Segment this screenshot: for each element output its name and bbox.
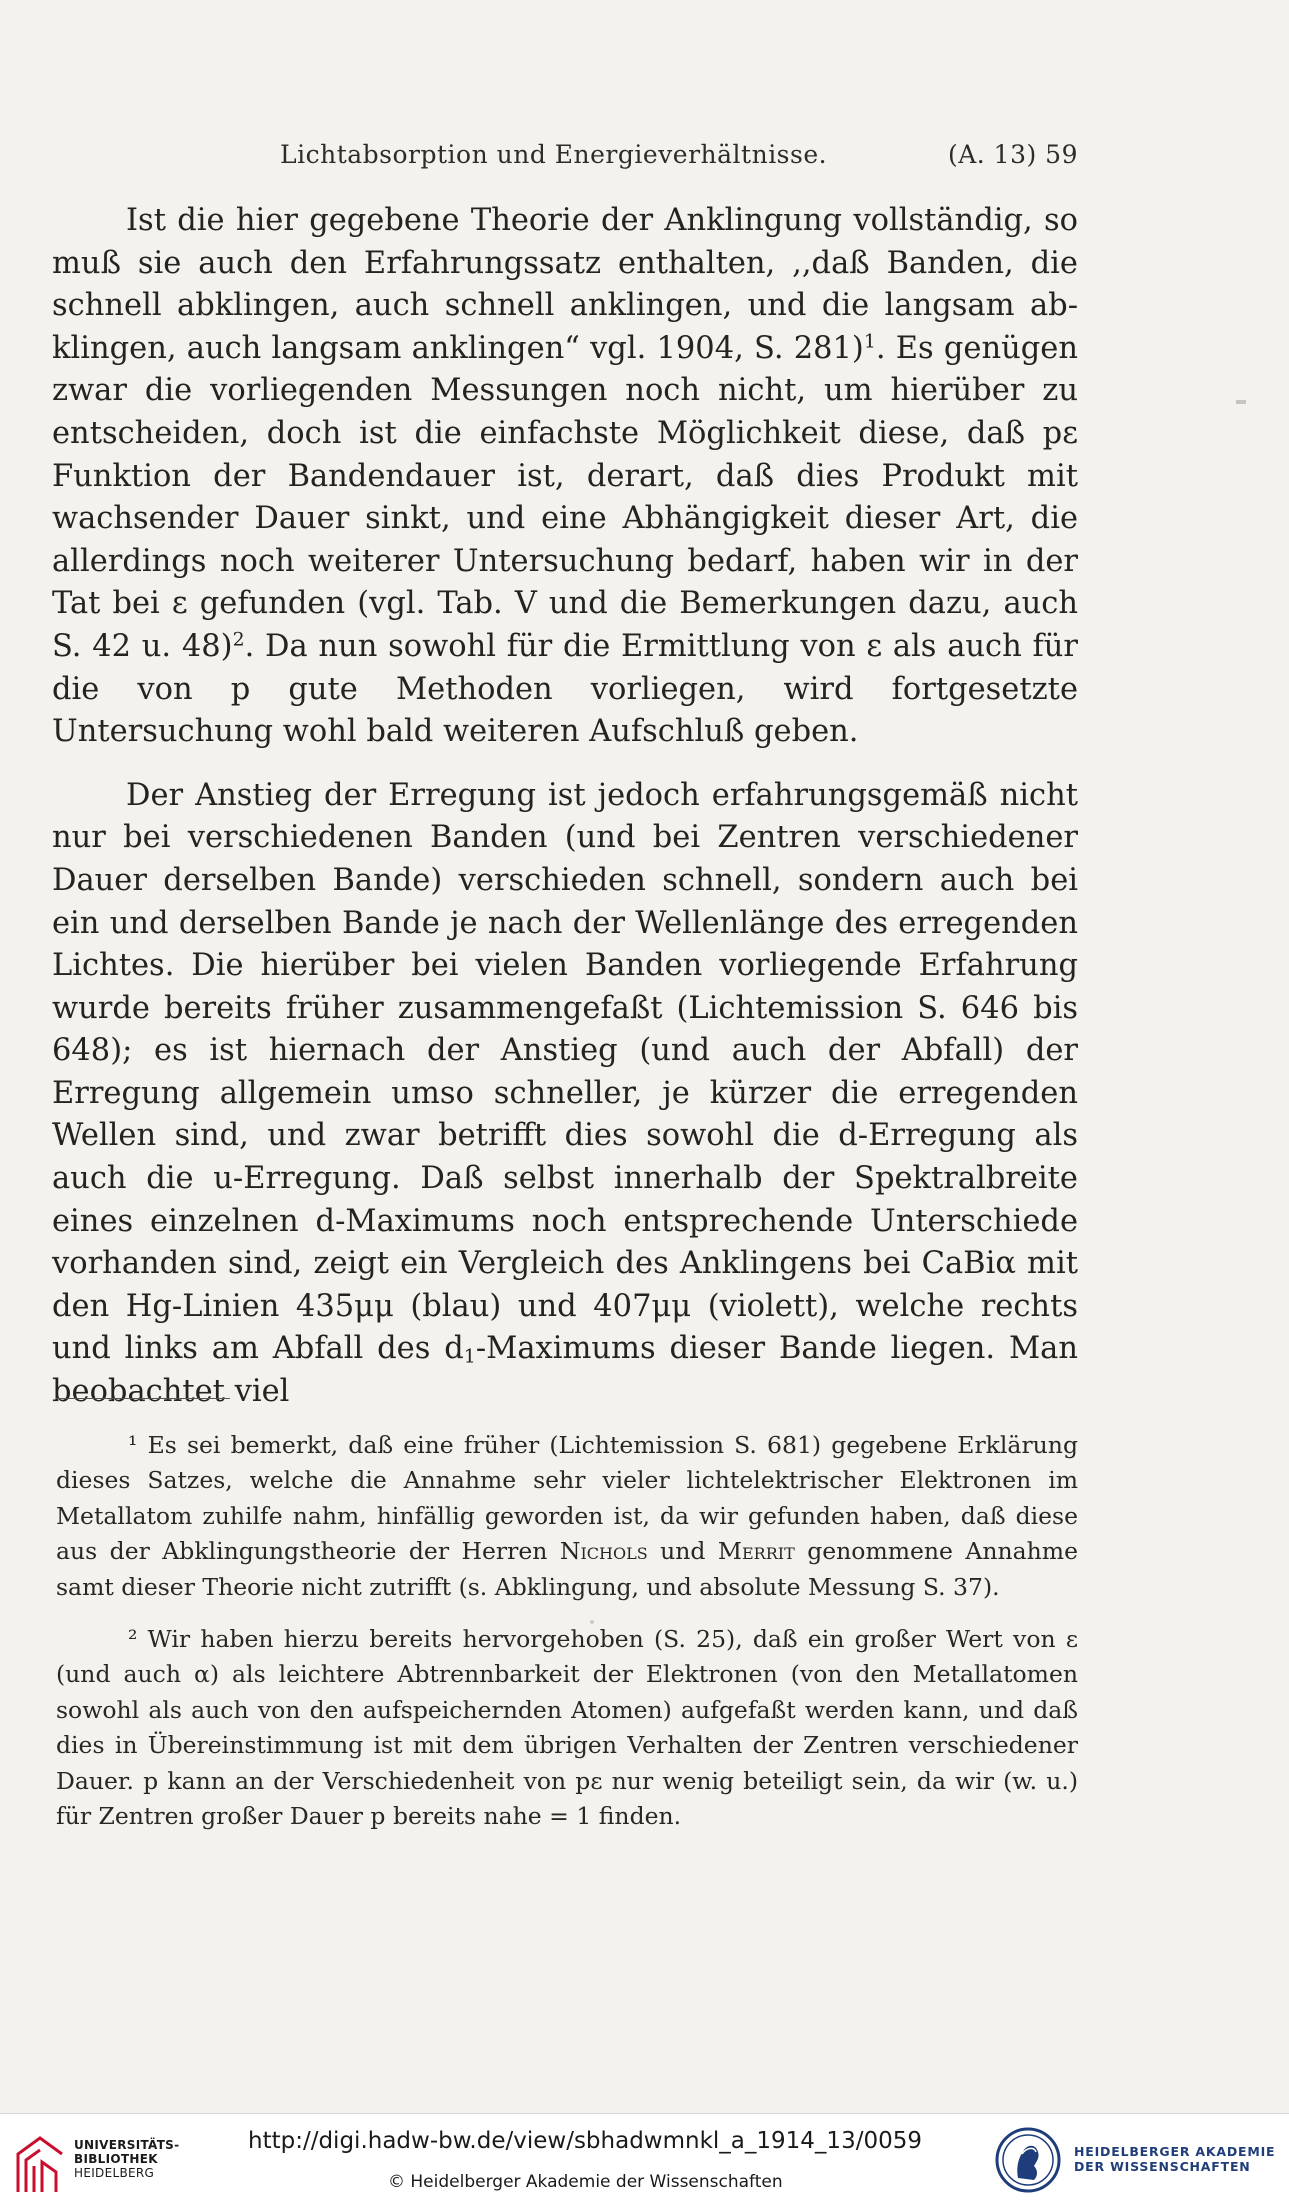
paragraph-1: Ist die hier gegebene Theorie der Anklingung vollständig, so muß sie auch den Erfahrungssatz enthalten, ,,daß Banden, die schnell abklingen, auch schnell anklingen, und die langsam abklingen, auch langsam anklingen“ vgl. 1904, S. 281)$^1$. Es genügen zwar die vorliegenden Messungen noch nicht, um hierüber zu entscheiden, doch ist die einfachste Möglichkeit diese, daß pε Funktion der Bandendauer ist, derart, daß dies Produkt mit wachsender Dauer sinkt, und eine Abhängigkeit dieser Art, die allerdings noch weiterer Untersuchung bedarf, haben wir in der Tat bei ε gefunden (vgl. Tab. V und die Bemerkungen dazu, auch S. 42 u. 48)$^2$. Da nun sowohl für die Ermittlung von ε als auch für die von p gute Methoden vorliegen, wird fortgesetzte Untersuchung wohl bald weiteren Aufschluß geben. [52, 203, 1078, 750]
subscript-1: 1 [463, 1346, 476, 1369]
academy-seal-icon[interactable] [994, 2124, 1062, 2196]
running-head-page-number: (A. 13) 59 [947, 140, 1078, 169]
copyright-notice: © Heidelberger Akademie der Wissenschaften [388, 2172, 783, 2192]
viewer-footer [0, 2113, 1289, 2207]
footnote-ref-2: 2 [232, 628, 245, 651]
author-name-merrit: Merrit [717, 1537, 795, 1566]
author-name-nichols: Nichols [559, 1537, 648, 1566]
paragraph-2: Der Anstieg der Erregung ist jedoch erfahrungsgemäß nicht nur bei verschiedenen Banden (und bei Zentren verschiedener Dauer derselben Bande) verschieden schnell, sondern auch bei ein und derselben Bande je nach der Wellenlänge des erregenden Lichtes. Die hierüber bei vielen Banden vorliegende Erfahrung wurde bereits früher zusammengefaßt (Lichtemission S. 646 bis 648); es ist hiernach der Anstieg (und auch der Abfall) der Erregung allgemein umso schneller, je kürzer die erregenden Wellen sind, und zwar betrifft dies sowohl die d-Erregung als auch die u-Erregung. Daß selbst innerhalb der Spektralbreite eines einzelnen d-Maximums noch entsprechende Unterschiede vorhanden sind, zeigt ein Vergleich des Anklingens bei CaBiα mit den Hg-Linien 435μμ (blau) und 407μμ (violett), welche rechts und links am Abfall des $d_1$-Maximums dieser Bande liegen. Man beobachtet viel [52, 777, 1079, 1410]
academy-name: HEIDELBERGER AKADEMIE DER WISSENSCHAFTEN [1074, 2144, 1276, 2174]
university-library-name: UNIVERSITÄTS- BIBLIOTHEK HEIDELBERG [74, 2138, 180, 2180]
footnote-separator [56, 1398, 230, 1399]
footnote-1: ¹ Es sei bemerkt, daß eine früher (Lichtemission S. 681) gegebene Erklärung dieses Satzes, welche die Annahme sehr vieler lichtelektrischer Elektronen im Metallatom zuhilfe nahm, hinfällig geworden ist, da wir gefunden haben, daß diese aus der Abklingungstheorie der Herren Nichols und Merrit genommene Annahme samt dieser Theorie nicht zutrifft (s. Abklingung, und absolute Messung S. 37). [56, 1431, 1078, 1601]
margin-mark [1236, 400, 1246, 404]
footnote-2: ² Wir haben hierzu bereits hervorgehoben (S. 25), daß ein großer Wert von ε (und auch α) als leichtere Abtrennbarkeit der Elektronen (von den Metallatomen sowohl als auch von den aufspeichernden Atomen) aufgefaßt werden kann, und daß dies in Übereinstimmung ist mit dem übrigen Verhalten der Zentren verschiedener Dauer. p kann an der Verschiedenheit von pε nur wenig beteiligt sein, da wir (w. u.) für Zentren großer Dauer p bereits nahe = 1 finden. [56, 1625, 1078, 1831]
footnote-ref-1: 1 [863, 330, 876, 353]
university-library-logo-icon[interactable] [12, 2132, 68, 2198]
permalink-url[interactable]: http://digi.hadw-bw.de/view/sbhadwmnkl_a_1914_13/0059 [248, 2128, 922, 2154]
footnotes [56, 1428, 1078, 1834]
running-head-title: Lichtabsorption und Energieverhältnisse. [280, 140, 828, 169]
main-text [52, 200, 1078, 1414]
